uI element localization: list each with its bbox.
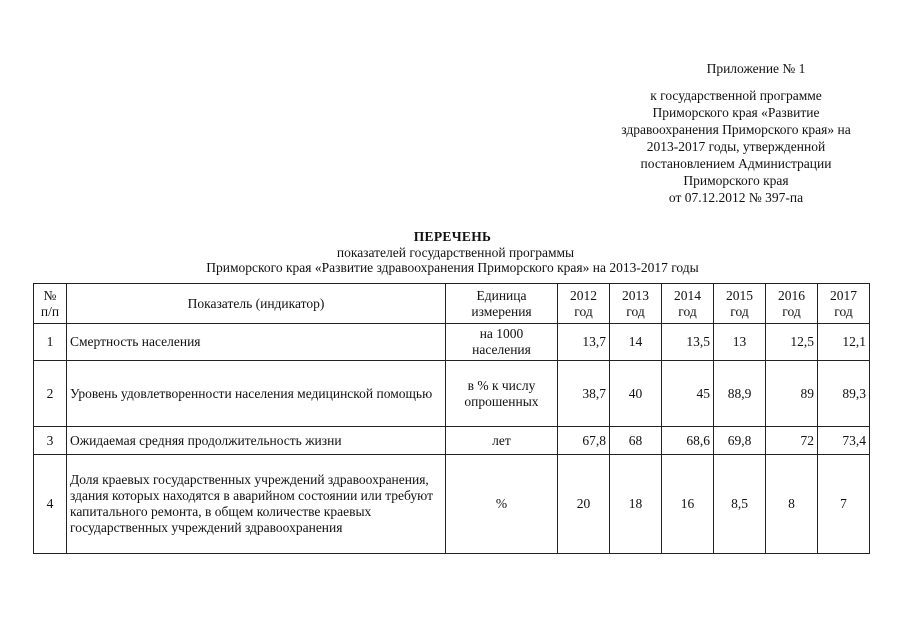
row-indicator: Уровень удовлетворенности населения медицинской помощью [67, 361, 446, 427]
title-line: показателей государственной программы [336, 244, 575, 260]
row-value: 7 [818, 455, 870, 554]
title-heading: ПЕРЕЧЕНЬ [413, 229, 492, 244]
row-value: 68 [610, 427, 662, 455]
appendix-line: к государственной программе [650, 88, 822, 103]
row-unit: лет [446, 427, 558, 455]
appendix-number: Приложение № 1 [706, 61, 806, 76]
row-value: 13 [714, 324, 766, 361]
header-indicator: Показатель (индикатор) [67, 284, 446, 324]
row-value: 67,8 [558, 427, 610, 455]
header-year: 2014 год [662, 284, 714, 324]
document-title [30, 229, 875, 276]
header-year: 2015 год [714, 284, 766, 324]
appendix-line: 2013-2017 годы, утвержденной [646, 139, 826, 154]
header-unit: Единица измерения [446, 284, 558, 324]
row-unit: в % к числу опрошенных [446, 361, 558, 427]
header-year: 2017 год [818, 284, 870, 324]
table-row [34, 455, 870, 554]
row-indicator: Смертность населения [67, 324, 446, 361]
row-indicator: Ожидаемая средняя продолжительность жизни [67, 427, 446, 455]
row-value: 8,5 [714, 455, 766, 554]
row-value: 16 [662, 455, 714, 554]
row-number: 3 [34, 427, 67, 455]
appendix-header [600, 60, 872, 206]
table-row [34, 427, 870, 455]
appendix-line: от 07.12.2012 № 397-па [668, 190, 804, 205]
row-value: 13,7 [558, 324, 610, 361]
row-value: 73,4 [818, 427, 870, 455]
row-value: 8 [766, 455, 818, 554]
row-number: 1 [34, 324, 67, 361]
table-row [34, 324, 870, 361]
appendix-line: Приморского края [683, 173, 789, 188]
row-value: 45 [662, 361, 714, 427]
row-value: 20 [558, 455, 610, 554]
row-value: 13,5 [662, 324, 714, 361]
row-value: 89 [766, 361, 818, 427]
row-value: 89,3 [818, 361, 870, 427]
row-unit: % [446, 455, 558, 554]
appendix-line: Приморского края «Развитие [652, 105, 820, 120]
row-value: 40 [610, 361, 662, 427]
row-value: 12,5 [766, 324, 818, 361]
row-value: 69,8 [714, 427, 766, 455]
row-value: 72 [766, 427, 818, 455]
row-number: 2 [34, 361, 67, 427]
header-year: 2013 год [610, 284, 662, 324]
row-value: 38,7 [558, 361, 610, 427]
indicators-table [33, 283, 870, 554]
row-indicator: Доля краевых государственных учреждений здравоохранения, здания которых находятся в аварийном состоянии или требуют капитального ремонта, в общем количестве краевых государственных учреждений здравоохранения [67, 455, 446, 554]
header-num: № п/п [34, 284, 67, 324]
row-value: 88,9 [714, 361, 766, 427]
title-line: Приморского края «Развитие здравоохранения Приморского края» на 2013-2017 годы [206, 260, 699, 275]
header-year: 2012 год [558, 284, 610, 324]
row-value: 68,6 [662, 427, 714, 455]
header-year: 2016 год [766, 284, 818, 324]
row-number: 4 [34, 455, 67, 554]
row-value: 12,1 [818, 324, 870, 361]
appendix-line: здравоохранения Приморского края» на [621, 122, 851, 137]
row-value: 18 [610, 455, 662, 554]
table-row [34, 361, 870, 427]
row-value: 14 [610, 324, 662, 361]
row-unit: на 1000 населения [446, 324, 558, 361]
table-header-row [34, 284, 870, 324]
appendix-line: постановлением Администрации [640, 156, 832, 171]
